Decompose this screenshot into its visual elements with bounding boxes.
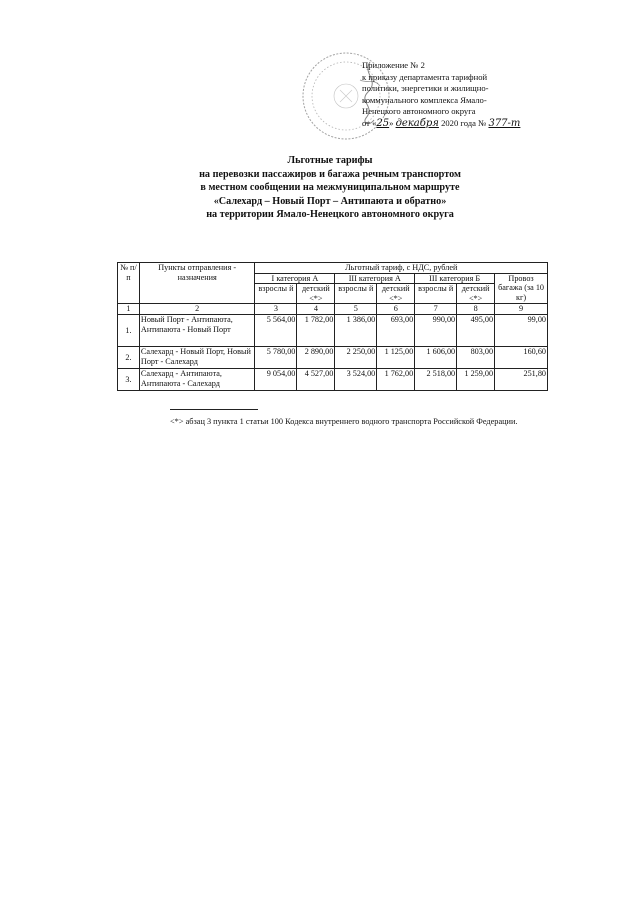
footnote-divider bbox=[170, 409, 258, 410]
tariff-value: 4 527,00 bbox=[297, 368, 335, 390]
tariff-value: 1 125,00 bbox=[377, 346, 415, 368]
tariff-value: 5 564,00 bbox=[255, 314, 297, 346]
tariff-value: 1 606,00 bbox=[415, 346, 457, 368]
tariff-value: 495,00 bbox=[457, 314, 495, 346]
tariff-value: 1 259,00 bbox=[457, 368, 495, 390]
tariff-value: 1 762,00 bbox=[377, 368, 415, 390]
appendix-line: коммунального комплекса Ямало- bbox=[362, 94, 487, 105]
baggage-value: 251,80 bbox=[495, 368, 548, 390]
baggage-value: 99,00 bbox=[495, 314, 548, 346]
header-adult: взрослы й bbox=[415, 284, 457, 304]
header-adult: взрослы й bbox=[335, 284, 377, 304]
tariff-value: 1 386,00 bbox=[335, 314, 377, 346]
column-number: 6 bbox=[377, 304, 415, 315]
tariff-value: 5 780,00 bbox=[255, 346, 297, 368]
appendix-line: Ненецкого автономного округа bbox=[362, 106, 476, 117]
title-line: Льготные тарифы bbox=[287, 155, 373, 166]
tariff-value: 3 524,00 bbox=[335, 368, 377, 390]
header-tariff: Льготный тариф, с НДС, рублей bbox=[255, 263, 548, 274]
appendix-line: к приказу департамента тарифной bbox=[362, 71, 488, 82]
table-row bbox=[118, 346, 548, 368]
table-row bbox=[118, 368, 548, 390]
header-category-3b: III категория Б bbox=[415, 273, 495, 284]
column-number: 8 bbox=[457, 304, 495, 315]
header-adult: взрослы й bbox=[255, 284, 297, 304]
header-num: № п/п bbox=[118, 263, 140, 304]
header-category-3a: III категория А bbox=[335, 273, 415, 284]
row-number: 2. bbox=[118, 346, 140, 368]
baggage-value: 160,60 bbox=[495, 346, 548, 368]
header-category-1a: I категория А bbox=[255, 273, 335, 284]
header-child: детский <*> bbox=[297, 284, 335, 304]
tariff-table bbox=[117, 262, 548, 391]
appendix-date-line bbox=[362, 118, 562, 130]
header-child: детский <*> bbox=[457, 284, 495, 304]
appendix-line: Приложение № 2 bbox=[362, 60, 425, 70]
tariff-value: 2 250,00 bbox=[335, 346, 377, 368]
column-number: 9 bbox=[495, 304, 548, 315]
header-points: Пункты отправления - назначения bbox=[139, 263, 255, 304]
column-number: 5 bbox=[335, 304, 377, 315]
row-number: 3. bbox=[118, 368, 140, 390]
column-number: 4 bbox=[297, 304, 335, 315]
order-number: 377-т bbox=[488, 117, 521, 129]
date-prefix: от « bbox=[362, 117, 377, 128]
tariff-value: 9 054,00 bbox=[255, 368, 297, 390]
column-number: 1 bbox=[118, 304, 140, 315]
title-line: на перевозки пассажиров и багажа речным транспортом bbox=[199, 168, 461, 180]
footnote bbox=[122, 416, 548, 427]
header-baggage: Провоз багажа (за 10 кг) bbox=[495, 273, 548, 304]
appendix-line: политики, энергетики и жилищно- bbox=[362, 83, 489, 94]
date-day: 25 bbox=[376, 117, 390, 129]
row-number: 1. bbox=[118, 314, 140, 346]
route-points: Салехард - Новый Порт, Новый Порт - Салехард bbox=[139, 346, 255, 368]
column-number: 2 bbox=[139, 304, 255, 315]
tariff-value: 803,00 bbox=[457, 346, 495, 368]
column-number-row bbox=[118, 304, 548, 315]
route-points: Салехард - Антипаюта, Антипаюта - Салехард bbox=[139, 368, 255, 390]
tariff-value: 693,00 bbox=[377, 314, 415, 346]
date-month: декабря bbox=[395, 117, 439, 129]
route-points: Новый Порт - Антипаюта, Антипаюта - Новый Порт bbox=[139, 314, 255, 346]
table-row bbox=[118, 314, 548, 346]
date-mid: » bbox=[389, 117, 394, 128]
appendix-header bbox=[362, 60, 562, 130]
tariff-value: 990,00 bbox=[415, 314, 457, 346]
footnote-text: <*> абзац 3 пункта 1 статьи 100 Кодекса внутреннего водного транспорта Российской Федерации. bbox=[170, 417, 518, 426]
column-number: 7 bbox=[415, 304, 457, 315]
title-line: «Салехард – Новый Порт – Антипаюта и обратно» bbox=[213, 195, 447, 207]
tariff-value: 1 782,00 bbox=[297, 314, 335, 346]
column-number: 3 bbox=[255, 304, 297, 315]
document-title bbox=[120, 154, 540, 222]
header-child: детский <*> bbox=[377, 284, 415, 304]
title-line: в местном сообщении на межмуниципальном маршруте bbox=[200, 182, 460, 193]
tariff-value: 2 518,00 bbox=[415, 368, 457, 390]
title-line: на территории Ямало-Ненецкого автономного округа bbox=[206, 209, 454, 220]
tariff-value: 2 890,00 bbox=[297, 346, 335, 368]
date-year: 2020 года № bbox=[441, 117, 487, 128]
